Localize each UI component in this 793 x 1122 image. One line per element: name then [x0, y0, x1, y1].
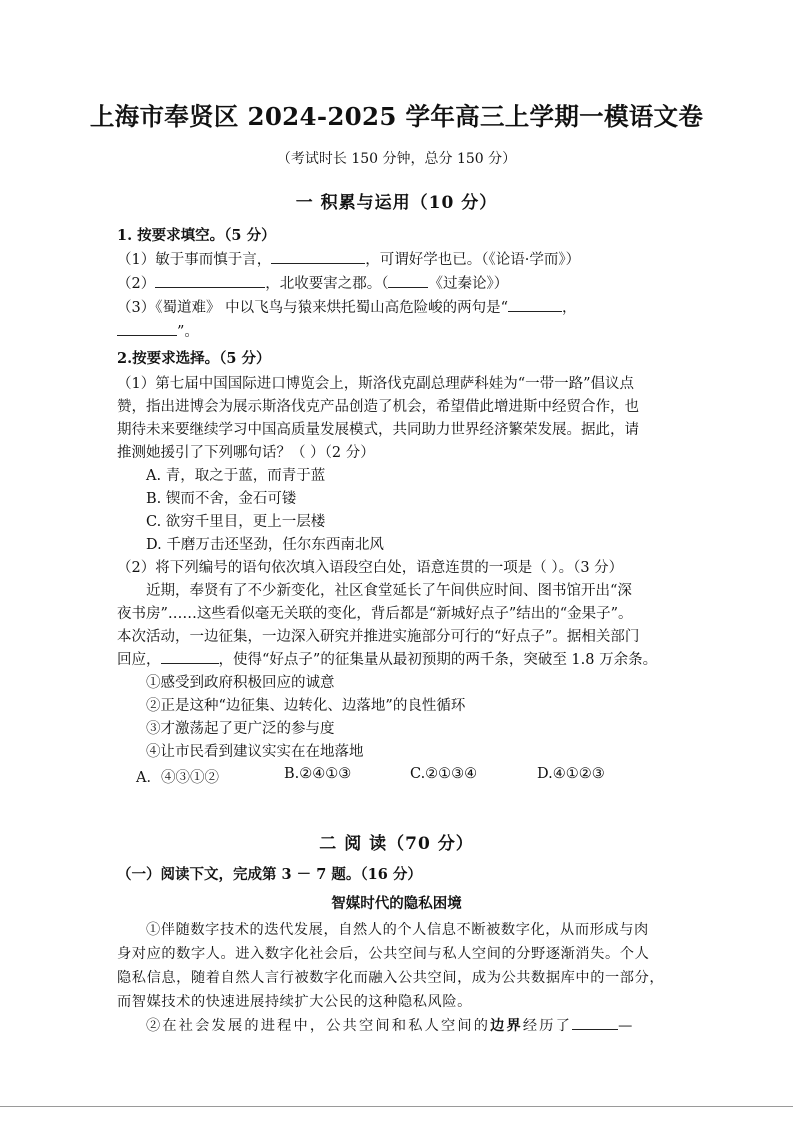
blank-line [161, 662, 219, 664]
q1-item-1-text-a: （1）敏于事而慎于言， [117, 252, 272, 268]
choice-d: D.④①②③ [537, 766, 605, 782]
choice-b: B.②④①③ [284, 766, 352, 782]
q1-heading: 1. 按要求填空。（5 分） [117, 227, 276, 244]
q2-part2-text-a: 回应， [117, 652, 161, 668]
q2-heading: 2.按要求选择。（5 分） [117, 350, 271, 367]
q2-part2-line [117, 648, 657, 669]
para-2-text-c: — [618, 1018, 635, 1034]
q1-item-3-cont [117, 320, 199, 341]
page-bottom-divider [0, 1106, 793, 1107]
q2-part2-line: 本次活动，一边征集，一边深入研究并推进实施部分可行的“好点子”。据相关部门 [117, 629, 640, 645]
q2-option-b: B. 锲而不舍，金石可镂 [146, 491, 297, 507]
q2-part1-line: 赞，指出进博会为展示斯洛伐克产品创造了机会，希望借此增进斯中经贸合作，也 [117, 399, 639, 415]
q2-part1-line: 期待未来要继续学习中国高质量发展模式，共同助力世界经济繁荣发展。据此，请 [117, 422, 639, 438]
sentence-1: ①感受到政府积极回应的诚意 [146, 675, 335, 691]
q1-item-3-text-b: ， [562, 300, 577, 316]
blank-line [508, 310, 562, 312]
q2-part2-line: 夜书房”……这些看似毫无关联的变化，背后都是“新城好点子”结出的“金果子”。 [117, 606, 633, 622]
sentence-2: ②正是这种“边征集、边转化、边落地”的良性循环 [146, 698, 466, 714]
para-2-text-b: 经历了 [522, 1018, 573, 1034]
q2-option-d: D. 千磨万击还坚劲，任尔东西南北风 [146, 537, 384, 553]
article-para-1-line: 隐私信息，随着自然人言行被数字化而融入公共空间，成为公共数据库中的一部分， [117, 970, 665, 986]
q1-item-2 [117, 272, 508, 293]
q1-item-2-text-a: （2） [117, 276, 156, 292]
q2-option-c: C. 欲穷千里目，更上一层楼 [146, 514, 326, 530]
q1-item-3 [117, 296, 577, 317]
blank-line [155, 286, 265, 288]
document-subtitle: （考试时长 150 分钟，总分 150 分） [276, 151, 517, 167]
para-2-text-a: ②在社会发展的进程中，公共空间和私人空间的 [146, 1018, 491, 1034]
q2-part1-line: （1）第七届中国国际进口博览会上，斯洛伐克副总理萨科娃为“一带一路”倡议点 [117, 376, 635, 392]
q2-option-a: A. 青，取之于蓝，而青于蓝 [146, 468, 326, 484]
q1-item-1 [117, 248, 580, 269]
article-para-1-line: 身对应的数字人。进入数字化社会后，公共空间与私人空间的分野逐渐消失。个人 [117, 946, 650, 962]
blank-line [117, 334, 177, 336]
section-2-heading: 二 阅 读（70 分） [319, 834, 474, 854]
article-para-1-line: ①伴随数字技术的迭代发展，自然人的个人信息不断被数字化，从而形成与肉 [146, 922, 649, 938]
para-2-bold-word: 边界 [490, 1018, 523, 1034]
reading-part1-heading: （一）阅读下文，完成第 3 － 7 题。（16 分） [117, 866, 422, 883]
q2-part2-line: 近期，奉贤有了不少新变化，社区食堂延长了午间供应时间、图书馆开出“深 [146, 583, 632, 599]
q1-item-2-text-c: 《过秦论》） [428, 276, 509, 292]
sentence-4: ④让市民看到建议实实在在地落地 [146, 744, 364, 760]
q1-item-3-text-c: ”。 [177, 324, 199, 340]
q1-item-2-text-b: ，北收要害之郡。（ [265, 276, 389, 292]
q2-part2-text-b: ，使得“好点子”的征集量从最初预期的两千条，突破至 1.8 万余条。 [218, 652, 658, 668]
blank-line [271, 262, 365, 264]
q2-part2-heading: （2）将下列编号的语句依次填入语段空白处，语意连贯的一项是（ ）。（3 分） [117, 560, 624, 576]
sentence-3: ③才激荡起了更广泛的参与度 [146, 721, 335, 737]
q1-item-1-text-b: ，可谓好学也已。（《论语·学而》） [365, 252, 581, 268]
blank-line [572, 1028, 618, 1030]
q2-part1-line: 推测她援引了下列哪句话？（ ）（2 分） [117, 445, 375, 461]
article-para-2-line [146, 1015, 634, 1035]
choice-a: A．④③①② [136, 770, 219, 786]
article-para-1-line: 而智媒技术的快速进展持续扩大公民的这种隐私风险。 [117, 994, 472, 1010]
section-1-heading: 一 积累与运用（10 分） [295, 193, 498, 213]
choice-c: C.②①③④ [410, 766, 478, 782]
document-title: 上海市奉贤区 2024-2025 学年高三上学期一模语文卷 [89, 102, 704, 131]
q1-item-3-text-a: （3）《蜀道难》 中以飞鸟与猿来烘托蜀山高危险峻的两句是“ [117, 300, 508, 316]
article-title: 智媒时代的隐私困境 [331, 895, 462, 912]
blank-line [388, 286, 428, 288]
